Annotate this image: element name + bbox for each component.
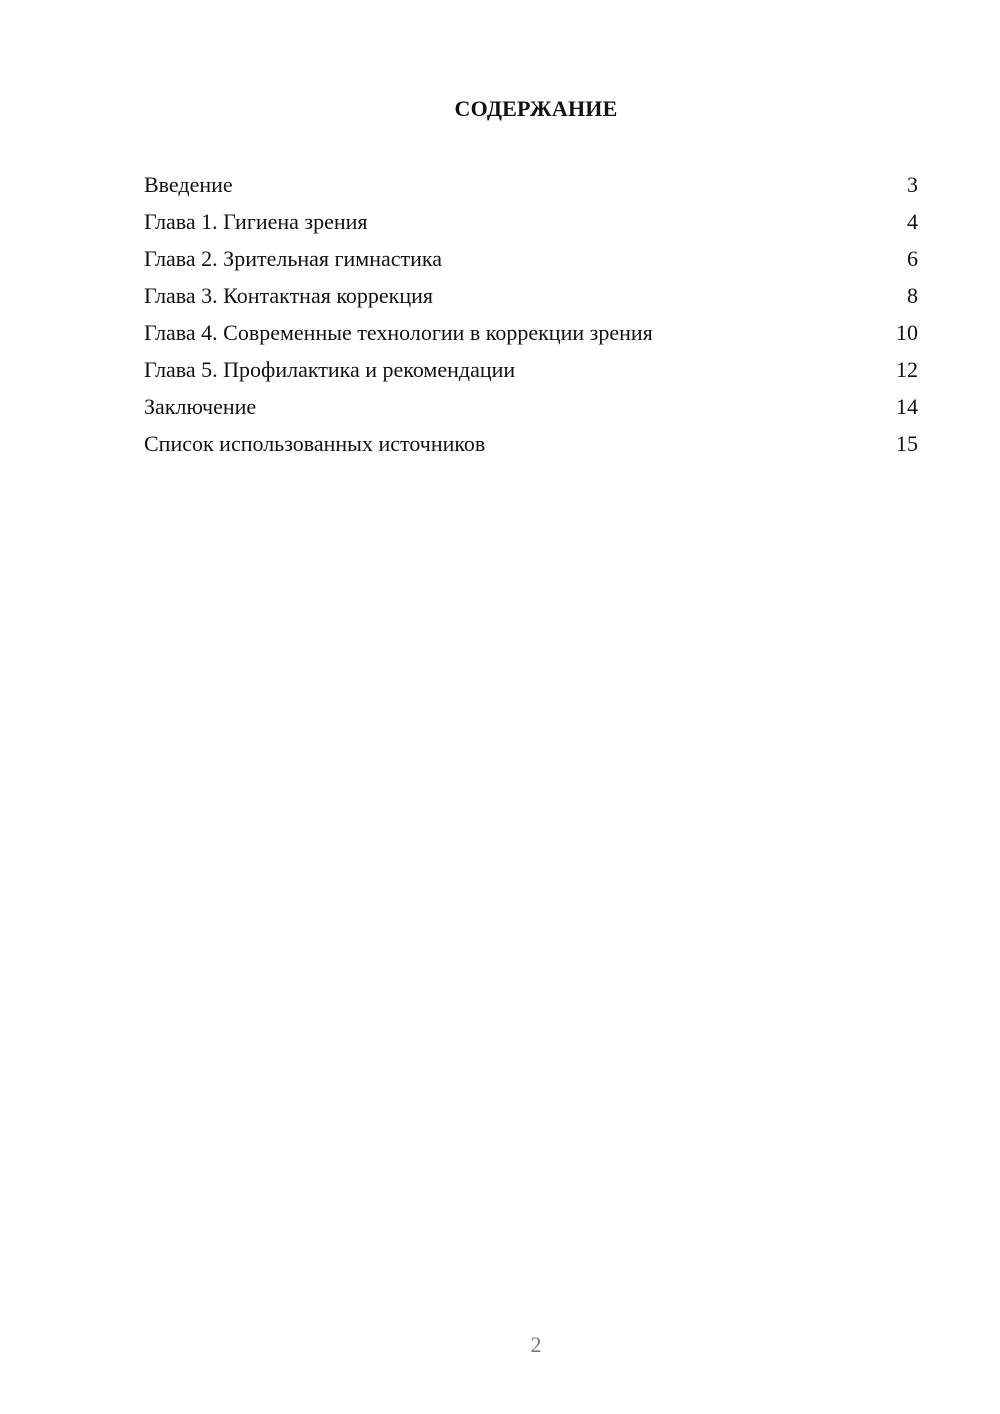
toc-entry-page: 6 [907, 246, 918, 271]
toc-entry-page: 12 [896, 357, 918, 382]
toc-entry-page: 14 [896, 394, 918, 419]
toc-entry-label: Глава 3. Контактная коррекция [144, 283, 434, 308]
toc-entry-label: Глава 5. Профилактика и рекомендации [144, 357, 516, 382]
toc-entry [144, 166, 918, 203]
toc-entry-page: 8 [907, 283, 918, 308]
toc-entry [144, 388, 918, 425]
toc-entry-label: Введение [144, 172, 233, 197]
toc-entry-page: 15 [896, 431, 918, 456]
toc-entry-label: Глава 4. Современные технологии в коррекции зрения [144, 320, 653, 345]
page-title: СОДЕРЖАНИЕ [454, 96, 618, 121]
page-number: 2 [530, 1332, 542, 1357]
toc-entry-label: Заключение [144, 394, 257, 419]
toc-entry-page: 3 [907, 172, 918, 197]
toc-entry [144, 277, 918, 314]
toc-entry-label: Список использованных источников [144, 431, 486, 456]
toc-entry [144, 240, 918, 277]
toc-entry-label: Глава 2. Зрительная гимнастика [144, 246, 443, 271]
toc-entry [144, 351, 918, 388]
toc-entry [144, 314, 918, 351]
toc-entry-page: 4 [907, 209, 918, 234]
toc-entry [144, 203, 918, 240]
table-of-contents [144, 166, 918, 462]
toc-entry-page: 10 [896, 320, 918, 345]
toc-entry-label: Глава 1. Гигиена зрения [144, 209, 368, 234]
toc-entry [144, 425, 918, 462]
